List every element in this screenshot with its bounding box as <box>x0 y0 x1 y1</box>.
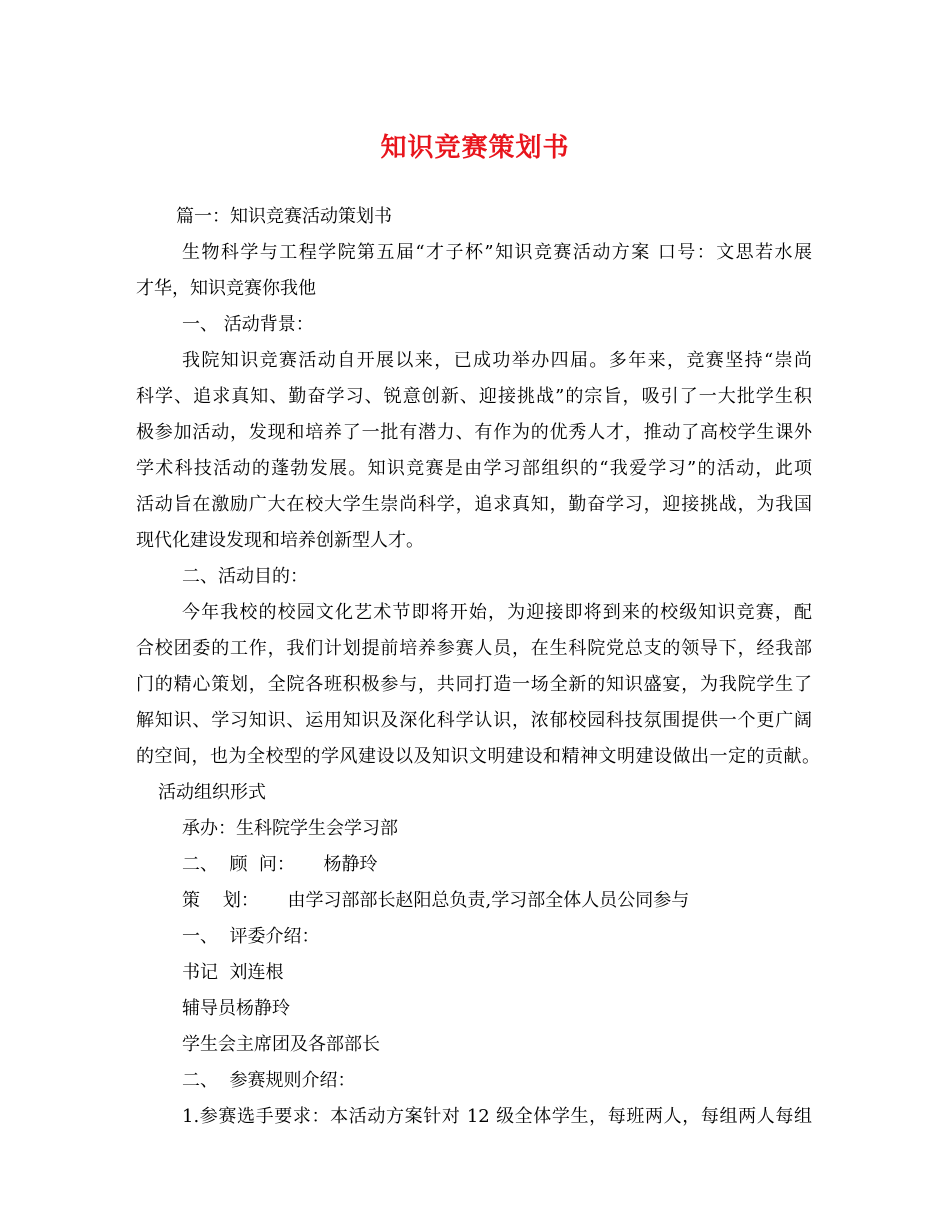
paragraph-line: 今年我校的校园文化艺术节即将开始，为迎接即将到来的校级知识竞赛，配 <box>182 602 812 623</box>
paragraph-line: 门的精心策划，全院各班积极参与，共同打造一场全新的知识盛宴，为我院学生了 <box>136 674 812 695</box>
paragraph-line: 1.参赛选手要求：本活动方案针对 12 级全体学生，每班两人，每组两人每组 <box>182 1106 812 1127</box>
paragraph-line: 科学、追求真知、勤奋学习、锐意创新、迎接挑战”的宗旨，吸引了一大批学生积 <box>136 386 812 407</box>
info-line: 二、 顾 问： 杨静玲 <box>182 854 378 875</box>
paragraph-line: 合校团委的工作，我们计划提前培养参赛人员，在生科院党总支的领导下，经我部 <box>136 638 812 659</box>
paragraph-line: 活动旨在激励广大在校大学生崇尚科学，追求真知，勤奋学习，迎接挑战，为我国 <box>136 494 812 515</box>
paragraph-line: 学术科技活动的蓬勃发展。知识竞赛是由学习部组织的“我爱学习”的活动，此项 <box>136 458 812 479</box>
paragraph-line: 的空间，也为全校型的学风建设以及知识文明建设和精神文明建设做出一定的贡献。 <box>136 746 820 767</box>
document-title: 知识竞赛策划书 <box>380 133 570 163</box>
section-heading: 一、 评委介绍： <box>182 926 320 947</box>
section-heading: 二、活动目的： <box>182 566 308 587</box>
info-line: 策 划： 由学习部部长赵阳总负责,学习部全体人员公同参与 <box>182 890 690 911</box>
info-line: 辅导员杨静玲 <box>182 998 290 1019</box>
section-heading: 一、 活动背景： <box>182 314 314 335</box>
paragraph-line: 生物科学与工程学院第五届“才子杯”知识竞赛活动方案 口号：文思若水展 <box>182 242 812 263</box>
info-line: 书记 刘连根 <box>182 962 284 983</box>
section-heading: 二、 参赛规则介绍： <box>182 1070 356 1091</box>
info-line: 学生会主席团及各部部长 <box>182 1034 380 1055</box>
paragraph-line: 才华，知识竞赛你我他 <box>136 278 316 299</box>
paragraph-line: 我院知识竞赛活动自开展以来，已成功举办四届。多年来，竞赛坚持“崇尚 <box>182 350 812 371</box>
paragraph-line: 解知识、学习知识、运用知识及深化科学认识，浓郁校园科技氛围提供一个更广阔 <box>136 710 812 731</box>
section-heading: 篇一：知识竞赛活动策划书 <box>176 206 392 227</box>
paragraph-line: 现代化建设发现和培养创新型人才。 <box>136 530 424 551</box>
section-heading: 活动组织形式 <box>158 782 266 803</box>
paragraph-line: 极参加活动，发现和培养了一批有潜力、有作为的优秀人才，推动了高校学生课外 <box>136 422 812 443</box>
info-line: 承办：生科院学生会学习部 <box>182 818 398 839</box>
